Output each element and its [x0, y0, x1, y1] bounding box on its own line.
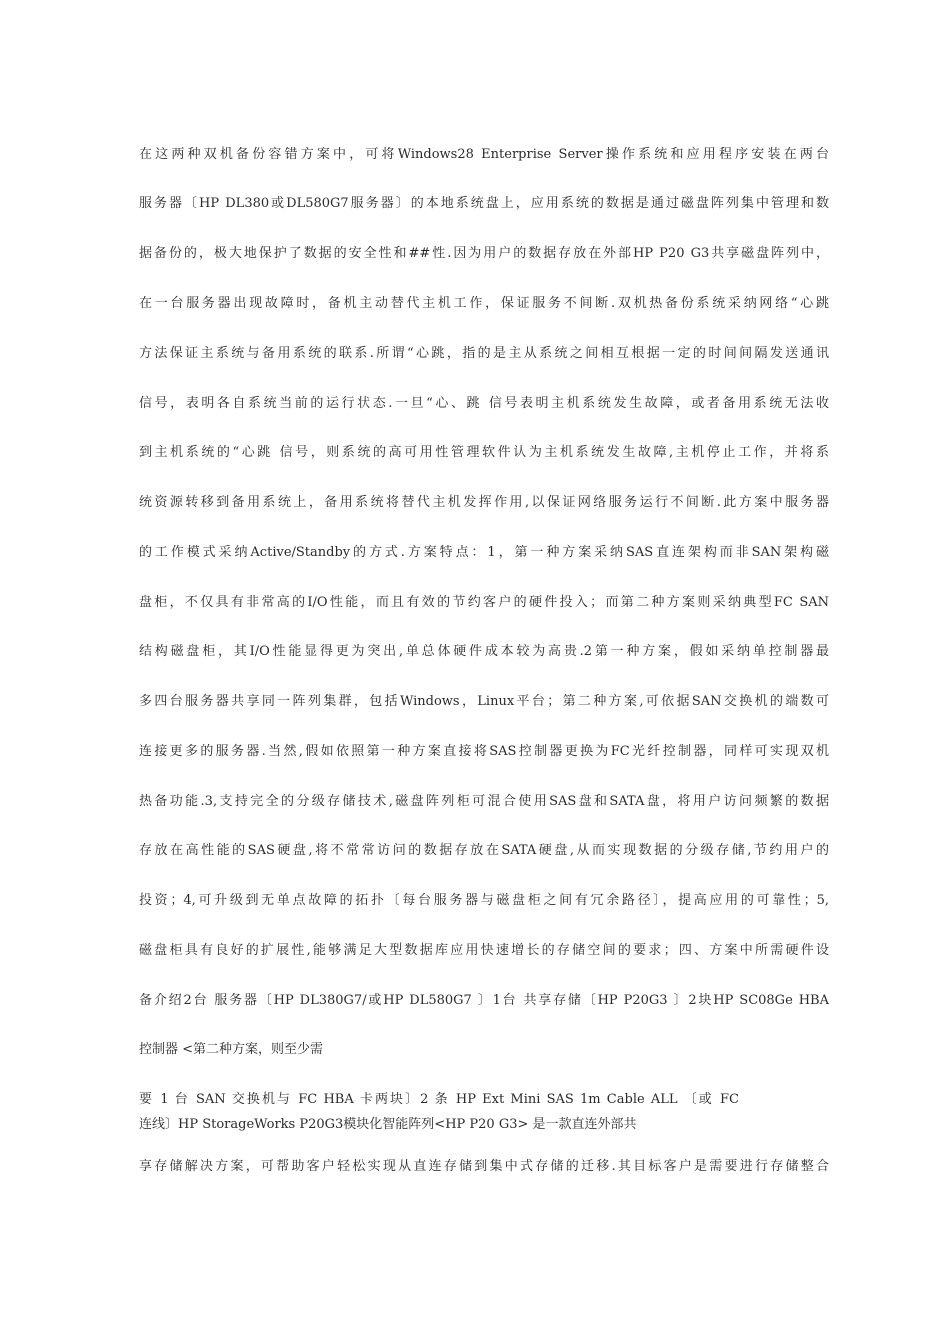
paragraph-line: 信号，表明各自系统当前的运行状态.一旦“心、跳 信号表明主机系统发生故障，或者备用系统无法收: [139, 396, 829, 411]
paragraph-line: 据备份的，极大地保护了数据的安全性和##性.因为用户的数据存放在外部HP P20 G3共享磁盘阵列中，: [139, 246, 829, 261]
paragraph-line: 的工作模式采纳Active/Standby的方式.方案特点：1，第一种方案采纳SAS直连架构而非SAN架构磁: [139, 545, 829, 560]
paragraph-line: 热备功能.3,支持完全的分级存储技术,磁盘阵列柜可混合使用SAS盘和SATA盘，将用户访问频繁的数据: [139, 794, 829, 809]
paragraph-line: 方法保证主系统与备用系统的联系.所谓“心跳，指的是主从系统之间相互根据一定的时间间隔发送通讯: [139, 346, 829, 361]
paragraph-line: 到主机系统的“心跳 信号，则系统的高可用性管理软件认为主机系统发生故障,主机停止工作，并将系: [139, 445, 829, 460]
paragraph-line: 在这两种双机备份容错方案中，可将Windows28 Enterprise Server操作系统和应用程序安装在两台: [139, 147, 829, 162]
paragraph-line: 多四台服务器共享同一阵列集群，包括Windows，Linux平台；第二种方案,可依据SAN交换机的端数可: [139, 694, 829, 709]
paragraph-line: 控制器 <第二种方案，则至少需: [139, 1042, 324, 1057]
paragraph-line: 连接更多的服务器.当然,假如依照第一种方案直接将SAS控制器更换为FC光纤控制器，同样可实现双机: [139, 744, 829, 759]
paragraph-line: 在一台服务器出现故障时，备机主动替代主机工作，保证服务不间断.双机热备份系统采纳网络“心跳: [139, 296, 829, 311]
paragraph-line: 磁盘柜具有良好的扩展性,能够满足大型数据库应用快速增长的存储空间的要求；四、方案中所需硬件设: [139, 943, 829, 958]
paragraph-line: 服务器〔HP DL380或DL580G7服务器〕的本地系统盘上，应用系统的数据是通过磁盘阵列集中管理和数: [139, 196, 829, 211]
paragraph-line: 连线〕HP StorageWorks P20G3模块化智能阵列<HP P20 G3> 是一款直连外部共: [139, 1117, 637, 1132]
paragraph-line: 要 1 台 SAN 交换机与 FC HBA 卡两块〕2 条 HP Ext Mini SAS 1m Cable ALL 〔或 FC: [139, 1092, 739, 1107]
paragraph-line: 存放在高性能的SAS硬盘,将不常常访问的数据存放在SATA硬盘,从而实现数据的分级存储,节约用户的: [139, 843, 829, 858]
paragraph-line: 投资；4,可升级到无单点故障的拓扑〔每台服务器与磁盘柜之间有冗余路径〕，提高应用的可靠性；5,: [139, 893, 829, 908]
paragraph-line: 盘柜，不仅具有非常高的I/O性能，而且有效的节约客户的硬件投入；而第二种方案则采纳典型FC SAN: [139, 595, 829, 610]
paragraph-line: 享存储解决方案，可帮助客户轻松实现从直连存储到集中式存储的迁移.其目标客户是需要进行存储整合: [139, 1159, 829, 1174]
paragraph-line: 统资源转移到备用系统上，备用系统将替代主机发挥作用,以保证网络服务运行不间断.此方案中服务器: [139, 495, 829, 510]
paragraph-line: 备介绍2台 服务器〔HP DL380G7/或HP DL580G7 〕1台 共享存储〔HP P20G3 〕2块HP SC08Ge HBA: [139, 993, 829, 1008]
paragraph-line: 结构磁盘柜，其I/O性能显得更为突出,单总体硬件成本较为高贵.2第一种方案，假如采纳单控制器最: [139, 644, 829, 659]
